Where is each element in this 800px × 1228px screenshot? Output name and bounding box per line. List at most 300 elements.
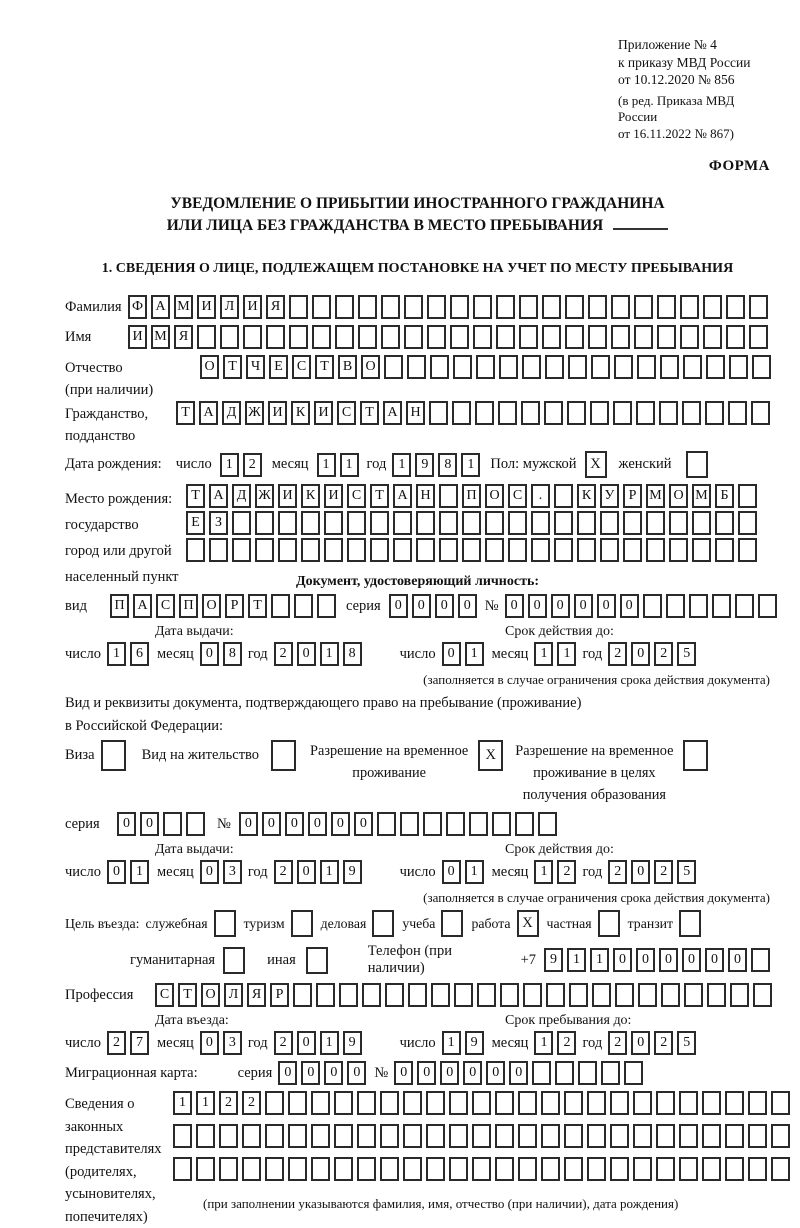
- char-cell[interactable]: [449, 1091, 468, 1115]
- char-cell[interactable]: [357, 1157, 376, 1181]
- char-cell[interactable]: [738, 538, 757, 562]
- char-cell[interactable]: 0: [613, 948, 632, 972]
- char-cell[interactable]: [515, 812, 534, 836]
- char-cell[interactable]: [601, 1061, 620, 1085]
- char-cell[interactable]: 0: [509, 1061, 528, 1085]
- char-cell[interactable]: Ж: [255, 484, 274, 508]
- char-cell[interactable]: 0: [528, 594, 547, 618]
- char-cell[interactable]: [271, 594, 290, 618]
- char-cell[interactable]: 0: [417, 1061, 436, 1085]
- char-cell[interactable]: [623, 511, 642, 535]
- char-cell[interactable]: [431, 983, 450, 1007]
- char-cell[interactable]: [541, 1157, 560, 1181]
- char-cell[interactable]: [377, 812, 396, 836]
- char-cell[interactable]: [611, 325, 630, 349]
- char-cell[interactable]: [692, 511, 711, 535]
- char-cell[interactable]: [426, 1124, 445, 1148]
- char-cell[interactable]: [289, 325, 308, 349]
- female-checkbox[interactable]: [686, 451, 708, 478]
- char-cell[interactable]: 9: [415, 453, 434, 477]
- char-cell[interactable]: [730, 983, 749, 1007]
- char-cell[interactable]: [357, 1091, 376, 1115]
- char-cell[interactable]: [439, 484, 458, 508]
- char-cell[interactable]: [243, 325, 262, 349]
- char-cell[interactable]: М: [151, 325, 170, 349]
- char-cell[interactable]: [554, 484, 573, 508]
- char-cell[interactable]: О: [202, 594, 221, 618]
- char-cell[interactable]: [508, 511, 527, 535]
- char-cell[interactable]: 2: [654, 860, 673, 884]
- char-cell[interactable]: [715, 538, 734, 562]
- char-cell[interactable]: [301, 511, 320, 535]
- char-cell[interactable]: [347, 511, 366, 535]
- char-cell[interactable]: 0: [442, 860, 461, 884]
- char-cell[interactable]: [587, 1091, 606, 1115]
- char-cell[interactable]: [546, 983, 565, 1007]
- char-cell[interactable]: [613, 401, 632, 425]
- char-cell[interactable]: [334, 1157, 353, 1181]
- char-cell[interactable]: С: [508, 484, 527, 508]
- char-cell[interactable]: [423, 812, 442, 836]
- char-cell[interactable]: [707, 983, 726, 1007]
- char-cell[interactable]: [312, 295, 331, 319]
- char-cell[interactable]: [404, 295, 423, 319]
- char-cell[interactable]: [324, 511, 343, 535]
- char-cell[interactable]: 0: [486, 1061, 505, 1085]
- purpose-transit-checkbox[interactable]: [679, 910, 701, 937]
- char-cell[interactable]: [294, 594, 313, 618]
- char-cell[interactable]: 0: [597, 594, 616, 618]
- char-cell[interactable]: 2: [608, 642, 627, 666]
- purpose-work-checkbox[interactable]: X: [517, 910, 539, 937]
- char-cell[interactable]: [339, 983, 358, 1007]
- char-cell[interactable]: [680, 325, 699, 349]
- char-cell[interactable]: [173, 1157, 192, 1181]
- char-cell[interactable]: 2: [608, 860, 627, 884]
- char-cell[interactable]: 0: [354, 812, 373, 836]
- char-cell[interactable]: [541, 1124, 560, 1148]
- char-cell[interactable]: 0: [117, 812, 136, 836]
- char-cell[interactable]: [518, 1157, 537, 1181]
- char-cell[interactable]: [473, 295, 492, 319]
- char-cell[interactable]: 1: [557, 642, 576, 666]
- char-cell[interactable]: [591, 355, 610, 379]
- char-cell[interactable]: [683, 355, 702, 379]
- char-cell[interactable]: [370, 511, 389, 535]
- char-cell[interactable]: 5: [677, 860, 696, 884]
- char-cell[interactable]: [656, 1124, 675, 1148]
- char-cell[interactable]: 9: [465, 1031, 484, 1055]
- char-cell[interactable]: [633, 1091, 652, 1115]
- char-cell[interactable]: [657, 325, 676, 349]
- char-cell[interactable]: [400, 812, 419, 836]
- char-cell[interactable]: [311, 1091, 330, 1115]
- char-cell[interactable]: 0: [631, 642, 650, 666]
- char-cell[interactable]: [715, 511, 734, 535]
- char-cell[interactable]: [518, 1124, 537, 1148]
- char-cell[interactable]: [725, 1091, 744, 1115]
- char-cell[interactable]: [679, 1157, 698, 1181]
- char-cell[interactable]: [476, 355, 495, 379]
- char-cell[interactable]: [293, 983, 312, 1007]
- char-cell[interactable]: [643, 594, 662, 618]
- char-cell[interactable]: И: [268, 401, 287, 425]
- char-cell[interactable]: [588, 295, 607, 319]
- char-cell[interactable]: И: [324, 484, 343, 508]
- char-cell[interactable]: [380, 1091, 399, 1115]
- char-cell[interactable]: С: [292, 355, 311, 379]
- char-cell[interactable]: [219, 1124, 238, 1148]
- char-cell[interactable]: К: [301, 484, 320, 508]
- char-cell[interactable]: [706, 355, 725, 379]
- char-cell[interactable]: [752, 355, 771, 379]
- purpose-tourism-checkbox[interactable]: [291, 910, 313, 937]
- char-cell[interactable]: 0: [620, 594, 639, 618]
- char-cell[interactable]: [578, 1061, 597, 1085]
- char-cell[interactable]: [567, 401, 586, 425]
- char-cell[interactable]: О: [361, 355, 380, 379]
- char-cell[interactable]: [554, 511, 573, 535]
- char-cell[interactable]: 1: [173, 1091, 192, 1115]
- char-cell[interactable]: [758, 594, 777, 618]
- char-cell[interactable]: [416, 538, 435, 562]
- char-cell[interactable]: [288, 1124, 307, 1148]
- purpose-private-checkbox[interactable]: [598, 910, 620, 937]
- char-cell[interactable]: [684, 983, 703, 1007]
- char-cell[interactable]: [288, 1091, 307, 1115]
- char-cell[interactable]: [472, 1091, 491, 1115]
- char-cell[interactable]: [588, 325, 607, 349]
- char-cell[interactable]: 0: [301, 1061, 320, 1085]
- char-cell[interactable]: 2: [608, 1031, 627, 1055]
- char-cell[interactable]: В: [338, 355, 357, 379]
- char-cell[interactable]: 1: [461, 453, 480, 477]
- char-cell[interactable]: Ж: [245, 401, 264, 425]
- char-cell[interactable]: [569, 983, 588, 1007]
- char-cell[interactable]: 0: [440, 1061, 459, 1085]
- char-cell[interactable]: 9: [544, 948, 563, 972]
- char-cell[interactable]: А: [133, 594, 152, 618]
- char-cell[interactable]: 0: [505, 594, 524, 618]
- char-cell[interactable]: [452, 401, 471, 425]
- char-cell[interactable]: 9: [343, 1031, 362, 1055]
- char-cell[interactable]: 0: [200, 1031, 219, 1055]
- char-cell[interactable]: Т: [360, 401, 379, 425]
- char-cell[interactable]: [426, 1091, 445, 1115]
- char-cell[interactable]: [531, 511, 550, 535]
- char-cell[interactable]: [232, 511, 251, 535]
- char-cell[interactable]: [614, 355, 633, 379]
- char-cell[interactable]: [726, 295, 745, 319]
- char-cell[interactable]: [384, 355, 403, 379]
- char-cell[interactable]: 0: [659, 948, 678, 972]
- char-cell[interactable]: 0: [463, 1061, 482, 1085]
- char-cell[interactable]: [666, 594, 685, 618]
- char-cell[interactable]: [472, 1124, 491, 1148]
- char-cell[interactable]: [544, 401, 563, 425]
- char-cell[interactable]: С: [347, 484, 366, 508]
- char-cell[interactable]: Е: [269, 355, 288, 379]
- char-cell[interactable]: [748, 1157, 767, 1181]
- char-cell[interactable]: [358, 295, 377, 319]
- char-cell[interactable]: 0: [297, 642, 316, 666]
- char-cell[interactable]: 1: [465, 860, 484, 884]
- char-cell[interactable]: [408, 983, 427, 1007]
- char-cell[interactable]: [587, 1124, 606, 1148]
- char-cell[interactable]: 1: [320, 860, 339, 884]
- char-cell[interactable]: 1: [196, 1091, 215, 1115]
- char-cell[interactable]: [449, 1157, 468, 1181]
- char-cell[interactable]: 2: [274, 860, 293, 884]
- char-cell[interactable]: 1: [534, 1031, 553, 1055]
- char-cell[interactable]: [278, 511, 297, 535]
- char-cell[interactable]: А: [199, 401, 218, 425]
- char-cell[interactable]: [592, 983, 611, 1007]
- char-cell[interactable]: 2: [219, 1091, 238, 1115]
- char-cell[interactable]: [265, 1091, 284, 1115]
- char-cell[interactable]: [738, 484, 757, 508]
- purpose-official-checkbox[interactable]: [214, 910, 236, 937]
- char-cell[interactable]: 3: [223, 860, 242, 884]
- char-cell[interactable]: [472, 1157, 491, 1181]
- char-cell[interactable]: [771, 1124, 790, 1148]
- char-cell[interactable]: [541, 1091, 560, 1115]
- char-cell[interactable]: [538, 812, 557, 836]
- char-cell[interactable]: Н: [406, 401, 425, 425]
- char-cell[interactable]: [568, 355, 587, 379]
- char-cell[interactable]: [702, 1157, 721, 1181]
- char-cell[interactable]: 1: [317, 453, 336, 477]
- char-cell[interactable]: 2: [274, 642, 293, 666]
- char-cell[interactable]: [519, 295, 538, 319]
- char-cell[interactable]: [416, 511, 435, 535]
- residence-permit-checkbox[interactable]: [271, 740, 296, 771]
- char-cell[interactable]: 1: [567, 948, 586, 972]
- char-cell[interactable]: [242, 1124, 261, 1148]
- char-cell[interactable]: [232, 538, 251, 562]
- char-cell[interactable]: 0: [285, 812, 304, 836]
- char-cell[interactable]: [335, 325, 354, 349]
- char-cell[interactable]: К: [577, 484, 596, 508]
- char-cell[interactable]: [404, 325, 423, 349]
- char-cell[interactable]: 8: [223, 642, 242, 666]
- char-cell[interactable]: [712, 594, 731, 618]
- char-cell[interactable]: 0: [239, 812, 258, 836]
- char-cell[interactable]: [288, 1157, 307, 1181]
- char-cell[interactable]: [703, 325, 722, 349]
- char-cell[interactable]: [519, 325, 538, 349]
- char-cell[interactable]: [554, 538, 573, 562]
- char-cell[interactable]: [577, 511, 596, 535]
- char-cell[interactable]: [380, 1124, 399, 1148]
- char-cell[interactable]: [669, 538, 688, 562]
- char-cell[interactable]: [358, 325, 377, 349]
- char-cell[interactable]: 1: [534, 860, 553, 884]
- char-cell[interactable]: [522, 355, 541, 379]
- char-cell[interactable]: 1: [392, 453, 411, 477]
- char-cell[interactable]: 0: [200, 860, 219, 884]
- char-cell[interactable]: Ф: [128, 295, 147, 319]
- char-cell[interactable]: 0: [435, 594, 454, 618]
- char-cell[interactable]: 2: [654, 1031, 673, 1055]
- temp-residence-edu-checkbox[interactable]: [683, 740, 708, 771]
- char-cell[interactable]: 8: [438, 453, 457, 477]
- char-cell[interactable]: [660, 355, 679, 379]
- char-cell[interactable]: О: [485, 484, 504, 508]
- char-cell[interactable]: .: [531, 484, 550, 508]
- char-cell[interactable]: [324, 538, 343, 562]
- char-cell[interactable]: П: [110, 594, 129, 618]
- char-cell[interactable]: 2: [557, 1031, 576, 1055]
- char-cell[interactable]: [469, 812, 488, 836]
- char-cell[interactable]: 0: [297, 1031, 316, 1055]
- char-cell[interactable]: [615, 983, 634, 1007]
- char-cell[interactable]: А: [393, 484, 412, 508]
- char-cell[interactable]: Д: [222, 401, 241, 425]
- char-cell[interactable]: [496, 325, 515, 349]
- char-cell[interactable]: [751, 948, 770, 972]
- char-cell[interactable]: [689, 594, 708, 618]
- char-cell[interactable]: 0: [331, 812, 350, 836]
- char-cell[interactable]: [726, 325, 745, 349]
- char-cell[interactable]: 0: [262, 812, 281, 836]
- char-cell[interactable]: [385, 983, 404, 1007]
- char-cell[interactable]: [335, 295, 354, 319]
- char-cell[interactable]: [449, 1124, 468, 1148]
- char-cell[interactable]: 0: [412, 594, 431, 618]
- char-cell[interactable]: [446, 812, 465, 836]
- char-cell[interactable]: [738, 511, 757, 535]
- char-cell[interactable]: С: [156, 594, 175, 618]
- char-cell[interactable]: [450, 325, 469, 349]
- char-cell[interactable]: М: [692, 484, 711, 508]
- char-cell[interactable]: [545, 355, 564, 379]
- char-cell[interactable]: Т: [176, 401, 195, 425]
- char-cell[interactable]: М: [646, 484, 665, 508]
- char-cell[interactable]: [518, 1091, 537, 1115]
- char-cell[interactable]: П: [179, 594, 198, 618]
- char-cell[interactable]: [429, 401, 448, 425]
- char-cell[interactable]: [702, 1091, 721, 1115]
- char-cell[interactable]: [450, 295, 469, 319]
- visa-checkbox[interactable]: [101, 740, 126, 771]
- char-cell[interactable]: [636, 401, 655, 425]
- char-cell[interactable]: 2: [654, 642, 673, 666]
- char-cell[interactable]: И: [314, 401, 333, 425]
- char-cell[interactable]: О: [669, 484, 688, 508]
- char-cell[interactable]: [196, 1124, 215, 1148]
- char-cell[interactable]: П: [462, 484, 481, 508]
- char-cell[interactable]: 0: [297, 860, 316, 884]
- char-cell[interactable]: [634, 295, 653, 319]
- char-cell[interactable]: [624, 1061, 643, 1085]
- char-cell[interactable]: [430, 355, 449, 379]
- char-cell[interactable]: 1: [442, 1031, 461, 1055]
- char-cell[interactable]: [454, 983, 473, 1007]
- char-cell[interactable]: [393, 511, 412, 535]
- char-cell[interactable]: 1: [534, 642, 553, 666]
- char-cell[interactable]: [682, 401, 701, 425]
- char-cell[interactable]: [380, 1157, 399, 1181]
- char-cell[interactable]: [301, 538, 320, 562]
- char-cell[interactable]: 0: [551, 594, 570, 618]
- char-cell[interactable]: [500, 983, 519, 1007]
- char-cell[interactable]: Р: [225, 594, 244, 618]
- char-cell[interactable]: [311, 1124, 330, 1148]
- char-cell[interactable]: [587, 1157, 606, 1181]
- char-cell[interactable]: [646, 511, 665, 535]
- char-cell[interactable]: 1: [465, 642, 484, 666]
- char-cell[interactable]: [748, 1091, 767, 1115]
- purpose-humanitarian-checkbox[interactable]: [223, 947, 245, 974]
- char-cell[interactable]: А: [151, 295, 170, 319]
- char-cell[interactable]: [637, 355, 656, 379]
- char-cell[interactable]: [453, 355, 472, 379]
- char-cell[interactable]: Т: [186, 484, 205, 508]
- char-cell[interactable]: 0: [682, 948, 701, 972]
- char-cell[interactable]: 1: [320, 642, 339, 666]
- temp-residence-checkbox[interactable]: X: [478, 740, 503, 771]
- char-cell[interactable]: 1: [130, 860, 149, 884]
- char-cell[interactable]: 2: [274, 1031, 293, 1055]
- char-cell[interactable]: [679, 1091, 698, 1115]
- char-cell[interactable]: 0: [574, 594, 593, 618]
- male-checkbox[interactable]: X: [585, 451, 607, 478]
- char-cell[interactable]: 9: [343, 860, 362, 884]
- char-cell[interactable]: [523, 983, 542, 1007]
- char-cell[interactable]: [197, 325, 216, 349]
- char-cell[interactable]: [439, 538, 458, 562]
- char-cell[interactable]: 0: [200, 642, 219, 666]
- char-cell[interactable]: [564, 1091, 583, 1115]
- char-cell[interactable]: [735, 594, 754, 618]
- char-cell[interactable]: 0: [636, 948, 655, 972]
- char-cell[interactable]: 2: [107, 1031, 126, 1055]
- char-cell[interactable]: [495, 1124, 514, 1148]
- char-cell[interactable]: [634, 325, 653, 349]
- char-cell[interactable]: [610, 1157, 629, 1181]
- char-cell[interactable]: 0: [631, 1031, 650, 1055]
- char-cell[interactable]: [633, 1157, 652, 1181]
- char-cell[interactable]: [623, 538, 642, 562]
- char-cell[interactable]: [311, 1157, 330, 1181]
- char-cell[interactable]: 0: [442, 642, 461, 666]
- purpose-study-checkbox[interactable]: [441, 910, 463, 937]
- char-cell[interactable]: [669, 511, 688, 535]
- char-cell[interactable]: [564, 1124, 583, 1148]
- char-cell[interactable]: [381, 325, 400, 349]
- char-cell[interactable]: Я: [247, 983, 266, 1007]
- char-cell[interactable]: [426, 1157, 445, 1181]
- char-cell[interactable]: [600, 538, 619, 562]
- char-cell[interactable]: И: [278, 484, 297, 508]
- char-cell[interactable]: [610, 1124, 629, 1148]
- char-cell[interactable]: Ч: [246, 355, 265, 379]
- char-cell[interactable]: [265, 1157, 284, 1181]
- char-cell[interactable]: Е: [186, 511, 205, 535]
- char-cell[interactable]: [362, 983, 381, 1007]
- char-cell[interactable]: С: [337, 401, 356, 425]
- char-cell[interactable]: [729, 355, 748, 379]
- purpose-other-checkbox[interactable]: [306, 947, 328, 974]
- char-cell[interactable]: 0: [705, 948, 724, 972]
- char-cell[interactable]: 1: [107, 642, 126, 666]
- char-cell[interactable]: [638, 983, 657, 1007]
- char-cell[interactable]: [495, 1091, 514, 1115]
- char-cell[interactable]: [255, 538, 274, 562]
- char-cell[interactable]: [521, 401, 540, 425]
- char-cell[interactable]: 1: [340, 453, 359, 477]
